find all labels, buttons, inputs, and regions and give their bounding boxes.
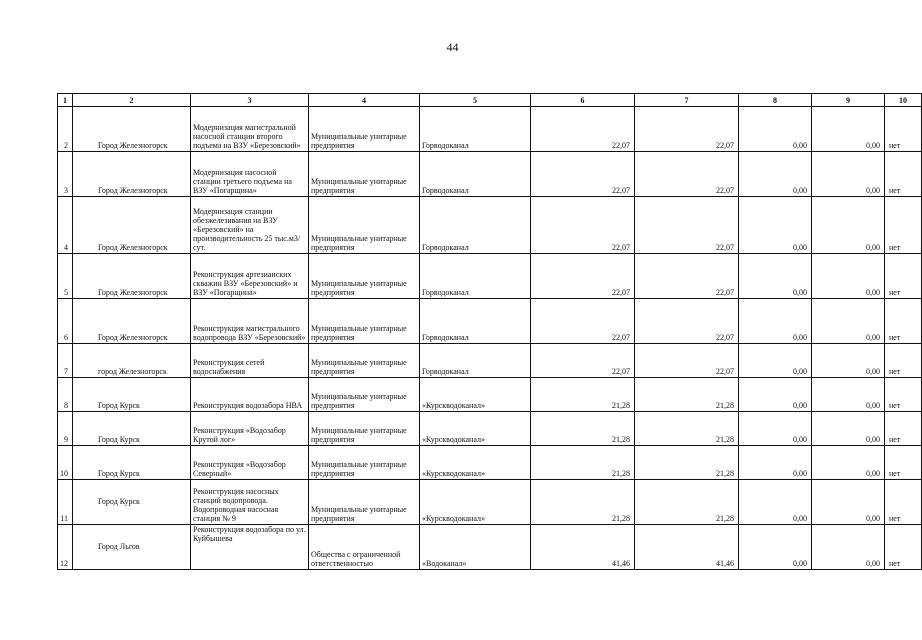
table-row — [58, 344, 922, 378]
value-cell: 0,00 — [812, 446, 885, 480]
organization-type-cell: Муниципальные унитарные предприятия — [309, 412, 420, 446]
value-cell: 0,00 — [739, 344, 812, 378]
column-header: 7 — [635, 94, 739, 107]
organization-cell: Горводоканал — [420, 254, 531, 299]
organization-type-cell: Муниципальные унитарные предприятия — [309, 378, 420, 412]
flag-cell: нет — [885, 197, 922, 254]
row-number-cell: 8 — [58, 378, 73, 412]
table-row — [58, 378, 922, 412]
organization-type-cell: Муниципальные унитарные предприятия — [309, 197, 420, 254]
value-cell: 22,07 — [531, 152, 635, 197]
project-name-cell: Реконструкция артезианских скважин ВЗУ «Березовский» и ВЗУ «Погарщина» — [191, 254, 309, 299]
municipality-cell: Город Курск — [73, 412, 191, 446]
value-cell: 0,00 — [739, 299, 812, 344]
municipality-cell: Город Железногорск — [73, 152, 191, 197]
table-body — [58, 107, 922, 570]
table-row — [58, 299, 922, 344]
project-name-cell: Модернизация насосной станции третьего подъема на ВЗУ «Погарщина» — [191, 152, 309, 197]
organization-cell: «Водоканал» — [420, 525, 531, 570]
value-cell: 0,00 — [739, 525, 812, 570]
value-cell: 22,07 — [635, 254, 739, 299]
flag-cell: нет — [885, 299, 922, 344]
municipality-cell: Город Железногорск — [73, 107, 191, 152]
table-row — [58, 446, 922, 480]
value-cell: 0,00 — [812, 525, 885, 570]
column-header: 10 — [885, 94, 922, 107]
value-cell: 22,07 — [531, 107, 635, 152]
row-number-cell: 12 — [58, 525, 73, 570]
value-cell: 0,00 — [739, 107, 812, 152]
value-cell: 0,00 — [739, 152, 812, 197]
column-header: 1 — [58, 94, 73, 107]
municipality-cell: Город Льгов — [73, 525, 191, 570]
value-cell: 22,07 — [635, 107, 739, 152]
row-number-cell: 4 — [58, 197, 73, 254]
row-number-cell: 3 — [58, 152, 73, 197]
column-header: 3 — [191, 94, 309, 107]
organization-type-cell: Муниципальные унитарные предприятия — [309, 254, 420, 299]
project-name-cell: Модернизация магистральной насосной станции второго подъема на ВЗУ «Березовский» — [191, 107, 309, 152]
flag-cell: нет — [885, 254, 922, 299]
value-cell: 22,07 — [531, 299, 635, 344]
project-name-cell: Модернизация станции обезжелезивания на ВЗУ «Березовский» на производительность 25 тыс.м3/сут. — [191, 197, 309, 254]
organization-type-cell: Муниципальные унитарные предприятия — [309, 344, 420, 378]
project-name-cell: Реконструкция водозабора НВА — [191, 378, 309, 412]
value-cell: 0,00 — [812, 299, 885, 344]
organization-type-cell: Муниципальные унитарные предприятия — [309, 107, 420, 152]
value-cell: 0,00 — [812, 197, 885, 254]
value-cell: 21,28 — [635, 378, 739, 412]
value-cell: 21,28 — [635, 480, 739, 525]
organization-cell: «Курскводоканал» — [420, 446, 531, 480]
municipality-cell: Город Курск — [73, 378, 191, 412]
organization-cell: «Курскводоканал» — [420, 412, 531, 446]
row-number-cell: 7 — [58, 344, 73, 378]
value-cell: 0,00 — [812, 412, 885, 446]
value-cell: 0,00 — [812, 254, 885, 299]
column-header: 4 — [309, 94, 420, 107]
value-cell: 0,00 — [812, 344, 885, 378]
value-cell: 21,28 — [531, 446, 635, 480]
table-row — [58, 152, 922, 197]
value-cell: 0,00 — [812, 152, 885, 197]
organization-cell: Горводоканал — [420, 152, 531, 197]
organization-type-cell: Муниципальные унитарные предприятия — [309, 446, 420, 480]
value-cell: 21,28 — [531, 412, 635, 446]
row-number-cell: 9 — [58, 412, 73, 446]
row-number-cell: 5 — [58, 254, 73, 299]
table-row — [58, 480, 922, 525]
project-name-cell: Реконструкция магистрального водопровода ВЗУ «Березовский» — [191, 299, 309, 344]
organization-type-cell: Муниципальные унитарные предприятия — [309, 480, 420, 525]
column-header: 2 — [73, 94, 191, 107]
municipality-cell: город Железногорск — [73, 344, 191, 378]
project-name-cell: Реконструкция «Водозабор Северный» — [191, 446, 309, 480]
value-cell: 0,00 — [739, 446, 812, 480]
value-cell: 41,46 — [635, 525, 739, 570]
flag-cell: нет — [885, 525, 922, 570]
value-cell: 0,00 — [812, 480, 885, 525]
row-number-cell: 6 — [58, 299, 73, 344]
organization-cell: Горводоканал — [420, 299, 531, 344]
municipality-cell: Город Железногорск — [73, 254, 191, 299]
column-header: 5 — [420, 94, 531, 107]
municipality-cell: Город Курск — [73, 446, 191, 480]
flag-cell: нет — [885, 378, 922, 412]
flag-cell: нет — [885, 446, 922, 480]
project-name-cell: Реконструкция сетей водоснабжения — [191, 344, 309, 378]
column-header: 9 — [812, 94, 885, 107]
value-cell: 22,07 — [635, 197, 739, 254]
table-row — [58, 107, 922, 152]
data-table — [57, 93, 922, 570]
column-header: 6 — [531, 94, 635, 107]
value-cell: 0,00 — [739, 254, 812, 299]
table-header-row — [58, 94, 922, 107]
value-cell: 0,00 — [812, 378, 885, 412]
organization-cell: Горводоканал — [420, 107, 531, 152]
organization-cell: Горводоканал — [420, 344, 531, 378]
value-cell: 21,28 — [635, 446, 739, 480]
municipality-cell: Город Курск — [73, 480, 191, 525]
flag-cell: нет — [885, 344, 922, 378]
municipality-cell: Город Железногорск — [73, 197, 191, 254]
table-row — [58, 197, 922, 254]
value-cell: 22,07 — [635, 299, 739, 344]
organization-type-cell: Муниципальные унитарные предприятия — [309, 152, 420, 197]
value-cell: 0,00 — [739, 197, 812, 254]
flag-cell: нет — [885, 152, 922, 197]
flag-cell: нет — [885, 107, 922, 152]
page-number: 44 — [446, 40, 459, 54]
row-number-cell: 11 — [58, 480, 73, 525]
project-name-cell: Реконструкция водозабора по ул. Куйбышева — [191, 525, 309, 570]
organization-cell: Горводоканал — [420, 197, 531, 254]
row-number-cell: 10 — [58, 446, 73, 480]
table-row — [58, 412, 922, 446]
project-name-cell: Реконструкция «Водозабор Крутой лог» — [191, 412, 309, 446]
flag-cell: нет — [885, 412, 922, 446]
row-number-cell: 2 — [58, 107, 73, 152]
value-cell: 0,00 — [739, 412, 812, 446]
value-cell: 0,00 — [812, 107, 885, 152]
organization-cell: «Курскводоканал» — [420, 480, 531, 525]
value-cell: 22,07 — [635, 344, 739, 378]
value-cell: 21,28 — [635, 412, 739, 446]
organization-cell: «Курскводоканал» — [420, 378, 531, 412]
value-cell: 22,07 — [531, 254, 635, 299]
value-cell: 0,00 — [739, 378, 812, 412]
organization-type-cell: Муниципальные унитарные предприятия — [309, 299, 420, 344]
value-cell: 22,07 — [531, 344, 635, 378]
organization-type-cell: Общества с ограниченной ответственностью — [309, 525, 420, 570]
flag-cell: нет — [885, 480, 922, 525]
value-cell: 21,28 — [531, 480, 635, 525]
value-cell: 22,07 — [635, 152, 739, 197]
municipality-cell: Город Железногорск — [73, 299, 191, 344]
value-cell: 0,00 — [739, 480, 812, 525]
column-header: 8 — [739, 94, 812, 107]
table-row — [58, 525, 922, 570]
value-cell: 41,46 — [531, 525, 635, 570]
project-name-cell: Реконструкция насосных станций водопровода. Водопроводная насосная станция № 9 — [191, 480, 309, 525]
table-row — [58, 254, 922, 299]
value-cell: 22,07 — [531, 197, 635, 254]
value-cell: 21,28 — [531, 378, 635, 412]
